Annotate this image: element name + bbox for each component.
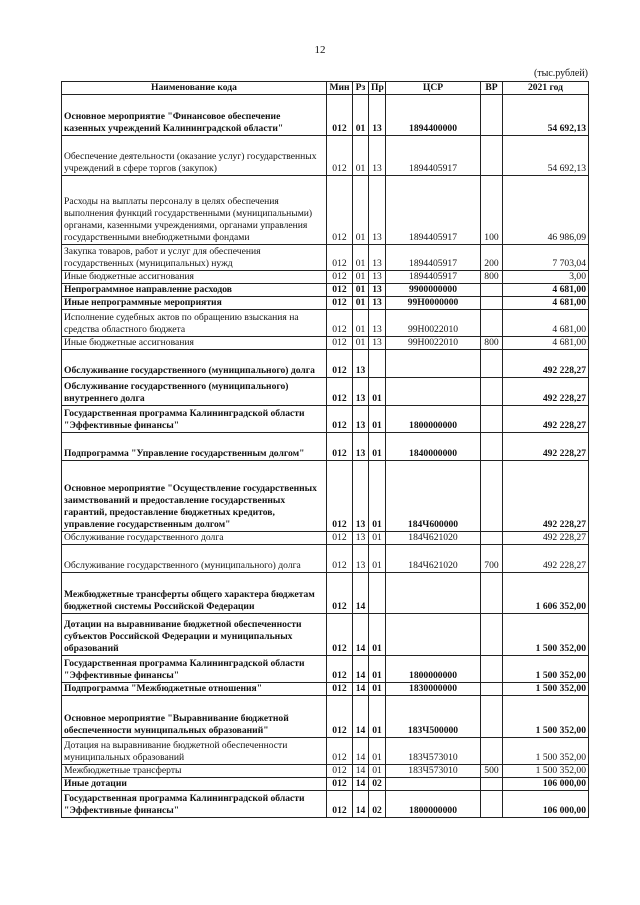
table-row bbox=[62, 696, 589, 738]
cell-pr bbox=[369, 573, 386, 614]
cell-name: Основное мероприятие "Осуществление государственных заимствований и предоставление государственных гарантий, предоставление бюджетных кредитов, управление государственным долгом" bbox=[62, 461, 327, 532]
cell-name: Исполнение судебных актов по обращению взыскания на средства областного бюджета bbox=[62, 310, 327, 337]
table-row bbox=[62, 614, 589, 656]
cell-amount: 4 681,00 bbox=[503, 284, 589, 297]
cell-vr bbox=[481, 461, 503, 532]
cell-csr: 183Ч573010 bbox=[386, 738, 481, 765]
cell-name: Расходы на выплаты персоналу в целях обеспечения выполнения функций государственными (муниципальными) органами, казенными учреждениями, органами управления государственными внебюджетными фондами bbox=[62, 176, 327, 245]
cell-amount: 54 692,13 bbox=[503, 136, 589, 176]
table-row bbox=[62, 297, 589, 310]
cell-csr: 183Ч500000 bbox=[386, 696, 481, 738]
cell-csr: 1800000000 bbox=[386, 406, 481, 433]
table-row bbox=[62, 791, 589, 818]
unit-label: (тыс.рублей) bbox=[533, 68, 588, 79]
cell-name: Основное мероприятие "Финансовое обеспечение казенных учреждений Калининградской области" bbox=[62, 95, 327, 136]
cell-name: Обслуживание государственного (муниципального) долга bbox=[62, 350, 327, 378]
cell-amount: 1 500 352,00 bbox=[503, 614, 589, 656]
cell-rz: 01 bbox=[353, 297, 369, 310]
cell-amount: 1 500 352,00 bbox=[503, 656, 589, 683]
cell-pr: 01 bbox=[369, 545, 386, 573]
cell-min: 012 bbox=[327, 284, 353, 297]
cell-pr: 02 bbox=[369, 791, 386, 818]
cell-csr bbox=[386, 378, 481, 406]
cell-name: Иные бюджетные ассигнования bbox=[62, 271, 327, 284]
cell-min: 012 bbox=[327, 378, 353, 406]
cell-vr bbox=[481, 778, 503, 791]
header-name: Наименование кода bbox=[62, 82, 327, 95]
table-row bbox=[62, 545, 589, 573]
cell-vr bbox=[481, 310, 503, 337]
cell-vr bbox=[481, 284, 503, 297]
cell-csr: 1894405917 bbox=[386, 176, 481, 245]
cell-amount: 106 000,00 bbox=[503, 778, 589, 791]
cell-name: Подпрограмма "Управление государственным долгом" bbox=[62, 433, 327, 461]
budget-table bbox=[61, 81, 589, 818]
cell-rz: 01 bbox=[353, 136, 369, 176]
cell-vr bbox=[481, 433, 503, 461]
cell-amount: 106 000,00 bbox=[503, 791, 589, 818]
cell-vr: 800 bbox=[481, 271, 503, 284]
header-csr: ЦСР bbox=[386, 82, 481, 95]
cell-rz: 14 bbox=[353, 791, 369, 818]
cell-amount: 1 500 352,00 bbox=[503, 738, 589, 765]
cell-rz: 13 bbox=[353, 461, 369, 532]
table-row bbox=[62, 683, 589, 696]
cell-vr bbox=[481, 656, 503, 683]
cell-amount: 1 606 352,00 bbox=[503, 573, 589, 614]
cell-name: Обеспечение деятельности (оказание услуг) государственных учреждений в сфере торгов (закупок) bbox=[62, 136, 327, 176]
cell-pr: 01 bbox=[369, 696, 386, 738]
cell-csr bbox=[386, 778, 481, 791]
cell-vr bbox=[481, 573, 503, 614]
cell-rz: 14 bbox=[353, 738, 369, 765]
table-row bbox=[62, 778, 589, 791]
table-row bbox=[62, 406, 589, 433]
cell-rz: 01 bbox=[353, 271, 369, 284]
cell-amount: 492 228,27 bbox=[503, 378, 589, 406]
cell-min: 012 bbox=[327, 297, 353, 310]
cell-rz: 14 bbox=[353, 614, 369, 656]
cell-amount: 492 228,27 bbox=[503, 406, 589, 433]
cell-csr: 1894405917 bbox=[386, 271, 481, 284]
cell-rz: 01 bbox=[353, 284, 369, 297]
cell-name: Подпрограмма "Межбюджетные отношения" bbox=[62, 683, 327, 696]
cell-name: Обслуживание государственного (муниципального) долга bbox=[62, 545, 327, 573]
cell-rz: 01 bbox=[353, 95, 369, 136]
cell-csr: 99Н0022010 bbox=[386, 337, 481, 350]
cell-vr bbox=[481, 791, 503, 818]
cell-name: Иные бюджетные ассигнования bbox=[62, 337, 327, 350]
header-min: Мин bbox=[327, 82, 353, 95]
cell-vr bbox=[481, 738, 503, 765]
cell-min: 012 bbox=[327, 95, 353, 136]
cell-name: Дотация на выравнивание бюджетной обеспеченности муниципальных образований bbox=[62, 738, 327, 765]
cell-csr: 1894405917 bbox=[386, 245, 481, 271]
cell-name: Иные дотации bbox=[62, 778, 327, 791]
cell-name: Государственная программа Калининградской области "Эффективные финансы" bbox=[62, 656, 327, 683]
table-row bbox=[62, 271, 589, 284]
cell-rz: 14 bbox=[353, 778, 369, 791]
cell-vr bbox=[481, 696, 503, 738]
cell-pr: 13 bbox=[369, 95, 386, 136]
cell-pr: 01 bbox=[369, 406, 386, 433]
cell-min: 012 bbox=[327, 683, 353, 696]
cell-csr: 1894400000 bbox=[386, 95, 481, 136]
cell-rz: 14 bbox=[353, 683, 369, 696]
cell-name: Межбюджетные трансферты общего характера бюджетам бюджетной системы Российской Федерации bbox=[62, 573, 327, 614]
cell-name: Иные непрограммные мероприятия bbox=[62, 297, 327, 310]
cell-min: 012 bbox=[327, 176, 353, 245]
cell-name: Закупка товаров, работ и услуг для обеспечения государственных (муниципальных) нужд bbox=[62, 245, 327, 271]
cell-vr bbox=[481, 297, 503, 310]
cell-amount: 46 986,09 bbox=[503, 176, 589, 245]
cell-pr bbox=[369, 350, 386, 378]
cell-amount: 492 228,27 bbox=[503, 350, 589, 378]
cell-min: 012 bbox=[327, 545, 353, 573]
cell-csr: 184Ч621020 bbox=[386, 545, 481, 573]
cell-pr: 01 bbox=[369, 738, 386, 765]
cell-amount: 492 228,27 bbox=[503, 545, 589, 573]
cell-pr: 13 bbox=[369, 337, 386, 350]
cell-pr: 13 bbox=[369, 271, 386, 284]
table-row bbox=[62, 310, 589, 337]
cell-vr: 500 bbox=[481, 765, 503, 778]
header-year: 2021 год bbox=[503, 82, 589, 95]
cell-pr: 01 bbox=[369, 656, 386, 683]
cell-min: 012 bbox=[327, 245, 353, 271]
cell-name: Дотации на выравнивание бюджетной обеспеченности субъектов Российской Федерации и муниципальных образований bbox=[62, 614, 327, 656]
cell-rz: 13 bbox=[353, 378, 369, 406]
cell-min: 012 bbox=[327, 791, 353, 818]
cell-csr bbox=[386, 614, 481, 656]
table-row bbox=[62, 284, 589, 297]
cell-min: 012 bbox=[327, 656, 353, 683]
table-row bbox=[62, 532, 589, 545]
table-row bbox=[62, 176, 589, 245]
cell-csr: 99Н0000000 bbox=[386, 297, 481, 310]
cell-vr bbox=[481, 532, 503, 545]
cell-min: 012 bbox=[327, 433, 353, 461]
cell-pr: 01 bbox=[369, 433, 386, 461]
table-row bbox=[62, 245, 589, 271]
cell-csr: 99Н0022010 bbox=[386, 310, 481, 337]
cell-min: 012 bbox=[327, 696, 353, 738]
cell-amount: 1 500 352,00 bbox=[503, 765, 589, 778]
cell-vr bbox=[481, 95, 503, 136]
cell-csr: 1840000000 bbox=[386, 433, 481, 461]
cell-vr bbox=[481, 136, 503, 176]
cell-name: Государственная программа Калининградской области "Эффективные финансы" bbox=[62, 406, 327, 433]
cell-pr: 01 bbox=[369, 532, 386, 545]
cell-csr: 184Ч621020 bbox=[386, 532, 481, 545]
cell-min: 012 bbox=[327, 461, 353, 532]
table-row bbox=[62, 433, 589, 461]
cell-rz: 13 bbox=[353, 545, 369, 573]
cell-min: 012 bbox=[327, 765, 353, 778]
cell-min: 012 bbox=[327, 136, 353, 176]
cell-csr: 183Ч573010 bbox=[386, 765, 481, 778]
cell-name: Основное мероприятие "Выравнивание бюджетной обеспеченности муниципальных образований" bbox=[62, 696, 327, 738]
cell-name: Межбюджетные трансферты bbox=[62, 765, 327, 778]
table-row bbox=[62, 738, 589, 765]
cell-rz: 14 bbox=[353, 573, 369, 614]
cell-min: 012 bbox=[327, 271, 353, 284]
cell-amount: 1 500 352,00 bbox=[503, 696, 589, 738]
cell-csr: 9900000000 bbox=[386, 284, 481, 297]
cell-pr: 13 bbox=[369, 310, 386, 337]
cell-csr: 184Ч600000 bbox=[386, 461, 481, 532]
cell-pr: 13 bbox=[369, 176, 386, 245]
cell-rz: 13 bbox=[353, 406, 369, 433]
cell-vr: 100 bbox=[481, 176, 503, 245]
cell-rz: 01 bbox=[353, 337, 369, 350]
cell-pr: 01 bbox=[369, 378, 386, 406]
cell-csr: 1800000000 bbox=[386, 656, 481, 683]
cell-csr: 1894405917 bbox=[386, 136, 481, 176]
cell-min: 012 bbox=[327, 310, 353, 337]
page-number: 12 bbox=[314, 44, 326, 56]
cell-amount: 4 681,00 bbox=[503, 310, 589, 337]
cell-rz: 14 bbox=[353, 765, 369, 778]
table-row bbox=[62, 573, 589, 614]
table-row bbox=[62, 337, 589, 350]
table-row bbox=[62, 378, 589, 406]
table-row bbox=[62, 656, 589, 683]
cell-name: Обслуживание государственного долга bbox=[62, 532, 327, 545]
cell-min: 012 bbox=[327, 614, 353, 656]
cell-amount: 492 228,27 bbox=[503, 532, 589, 545]
cell-min: 012 bbox=[327, 406, 353, 433]
cell-amount: 1 500 352,00 bbox=[503, 683, 589, 696]
cell-min: 012 bbox=[327, 532, 353, 545]
table-row bbox=[62, 461, 589, 532]
cell-name: Непрограммное направление расходов bbox=[62, 284, 327, 297]
cell-pr: 13 bbox=[369, 245, 386, 271]
table-header-row bbox=[62, 82, 589, 95]
cell-vr bbox=[481, 683, 503, 696]
cell-csr: 1830000000 bbox=[386, 683, 481, 696]
cell-amount: 4 681,00 bbox=[503, 297, 589, 310]
cell-amount: 492 228,27 bbox=[503, 433, 589, 461]
cell-pr: 13 bbox=[369, 284, 386, 297]
table-row bbox=[62, 765, 589, 778]
cell-pr: 13 bbox=[369, 136, 386, 176]
cell-vr bbox=[481, 378, 503, 406]
cell-name: Государственная программа Калининградской области "Эффективные финансы" bbox=[62, 791, 327, 818]
cell-vr: 700 bbox=[481, 545, 503, 573]
cell-vr bbox=[481, 614, 503, 656]
cell-pr: 13 bbox=[369, 297, 386, 310]
cell-min: 012 bbox=[327, 778, 353, 791]
cell-pr: 02 bbox=[369, 778, 386, 791]
cell-vr: 800 bbox=[481, 337, 503, 350]
cell-name: Обслуживание государственного (муниципального) внутреннего долга bbox=[62, 378, 327, 406]
cell-min: 012 bbox=[327, 337, 353, 350]
cell-rz: 13 bbox=[353, 433, 369, 461]
cell-csr: 1800000000 bbox=[386, 791, 481, 818]
cell-vr: 200 bbox=[481, 245, 503, 271]
cell-pr: 01 bbox=[369, 461, 386, 532]
cell-rz: 01 bbox=[353, 176, 369, 245]
table-row bbox=[62, 136, 589, 176]
cell-rz: 13 bbox=[353, 532, 369, 545]
cell-min: 012 bbox=[327, 350, 353, 378]
cell-rz: 14 bbox=[353, 656, 369, 683]
cell-vr bbox=[481, 350, 503, 378]
cell-vr bbox=[481, 406, 503, 433]
cell-min: 012 bbox=[327, 738, 353, 765]
cell-amount: 7 703,04 bbox=[503, 245, 589, 271]
cell-pr: 01 bbox=[369, 683, 386, 696]
table-row bbox=[62, 95, 589, 136]
cell-rz: 01 bbox=[353, 245, 369, 271]
cell-pr: 01 bbox=[369, 614, 386, 656]
cell-amount: 54 692,13 bbox=[503, 95, 589, 136]
cell-pr: 01 bbox=[369, 765, 386, 778]
table-row bbox=[62, 350, 589, 378]
cell-rz: 14 bbox=[353, 696, 369, 738]
header-rz: Рз bbox=[353, 82, 369, 95]
cell-rz: 13 bbox=[353, 350, 369, 378]
cell-min: 012 bbox=[327, 573, 353, 614]
header-vr: ВР bbox=[481, 82, 503, 95]
header-pr: Пр bbox=[369, 82, 386, 95]
cell-amount: 4 681,00 bbox=[503, 337, 589, 350]
cell-amount: 492 228,27 bbox=[503, 461, 589, 532]
cell-csr bbox=[386, 350, 481, 378]
cell-amount: 3,00 bbox=[503, 271, 589, 284]
cell-csr bbox=[386, 573, 481, 614]
cell-rz: 01 bbox=[353, 310, 369, 337]
